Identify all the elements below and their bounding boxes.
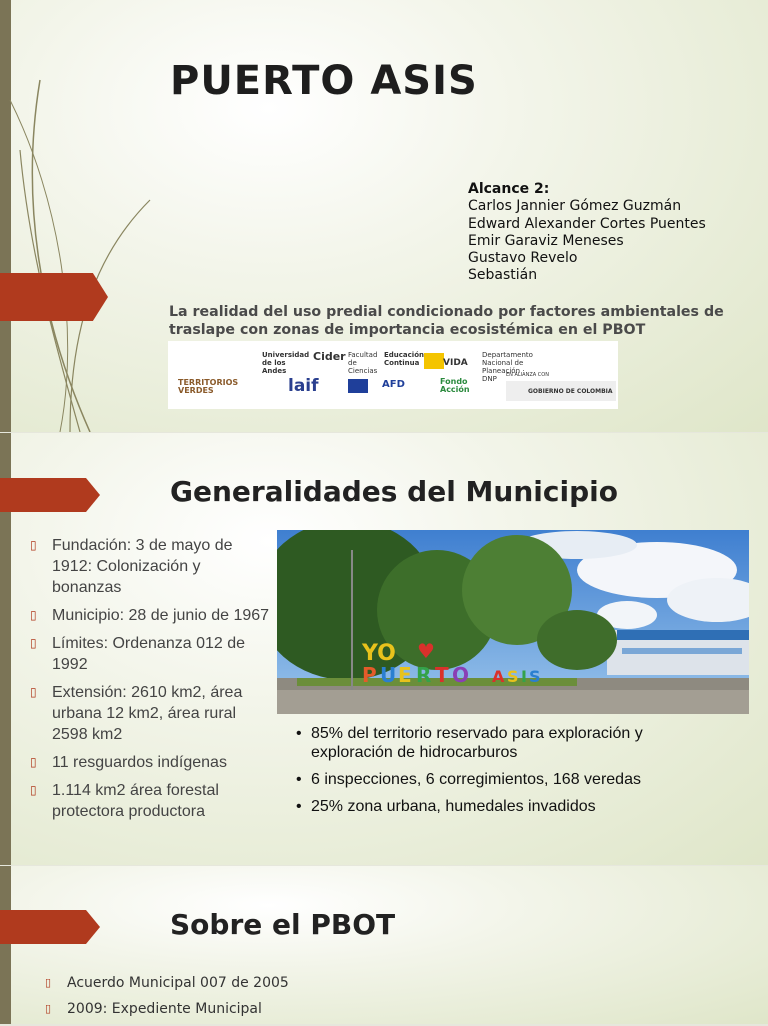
author-name: Edward Alexander Cortes Puentes bbox=[468, 215, 706, 232]
municipio-facts-list bbox=[30, 535, 270, 829]
partner-logos-strip bbox=[168, 341, 618, 409]
afd-logo: AFD bbox=[382, 379, 405, 390]
list-item: • 85% del territorio reservado para exploración y exploración de hidrocarburos bbox=[296, 725, 643, 761]
svg-text:I: I bbox=[521, 667, 527, 686]
alianza-label: EN ALIANZA CON bbox=[506, 372, 549, 378]
bullet-icon: ▯ bbox=[30, 538, 37, 552]
cider-logo: Cider bbox=[313, 350, 346, 363]
svg-text:♥: ♥ bbox=[417, 639, 435, 663]
list-item: • 25% zona urbana, humedales invadidos bbox=[296, 798, 596, 815]
list-item: ▯ 11 resguardos indígenas bbox=[30, 754, 227, 771]
bullet-icon: ▯ bbox=[45, 976, 52, 989]
bullet-icon: ▯ bbox=[30, 608, 37, 622]
vida-logo: VIDA bbox=[443, 358, 468, 368]
bullet-icon: ▯ bbox=[30, 783, 37, 797]
list-item: ▯ Límites: Ordenanza 012 de 1992 bbox=[30, 635, 246, 673]
section-arrow bbox=[0, 478, 100, 512]
alcance-label: Alcance 2: bbox=[468, 181, 550, 197]
list-item: ▯ 2009: Expediente Municipal bbox=[45, 1001, 262, 1017]
list-item: ▯ 1.114 km2 área forestal protectora productora bbox=[30, 782, 219, 820]
list-item: ▯ Acuerdo Municipal 007 de 2005 bbox=[45, 975, 289, 991]
svg-text:R: R bbox=[416, 663, 432, 687]
territorios-logo: TERRITORIOS VERDES bbox=[178, 378, 239, 395]
bullet-icon: ▯ bbox=[30, 685, 37, 699]
bullet-icon: • bbox=[296, 771, 302, 788]
bullet-icon: ▯ bbox=[30, 755, 37, 769]
slide-title: PUERTO ASIS bbox=[170, 58, 478, 104]
dnp-logo: Departamento Nacional de Planeación · DNP bbox=[482, 351, 533, 383]
pbot-list bbox=[45, 974, 289, 1026]
svg-text:U: U bbox=[380, 663, 397, 687]
section-arrow bbox=[0, 273, 108, 321]
section-title: Generalidades del Municipio bbox=[170, 475, 618, 508]
author-name: Carlos Jannier Gómez Guzmán bbox=[468, 198, 682, 215]
left-accent-bar bbox=[0, 866, 11, 1024]
eu-flag-icon bbox=[348, 379, 368, 393]
educacion-logo: Educación Continua bbox=[384, 351, 424, 367]
svg-text:S: S bbox=[529, 667, 541, 686]
bullet-icon: • bbox=[296, 725, 302, 742]
svg-text:P: P bbox=[362, 663, 377, 687]
slide-subtitle: La realidad del uso predial condicionado por factores ambientales de traslape con zonas de importancia ecosistémica en el PBOT bbox=[169, 304, 724, 338]
andes-logo: Universidad de los Andes bbox=[262, 351, 310, 375]
svg-text:E: E bbox=[398, 663, 412, 687]
section-arrow bbox=[0, 910, 100, 944]
svg-text:A: A bbox=[492, 667, 505, 686]
fondo-accion-logo: Fondo Acción bbox=[440, 377, 470, 394]
list-item: ▯ Extensión: 2610 km2, área urbana 12 km2, área rural 2598 km2 bbox=[30, 684, 243, 743]
svg-text:S: S bbox=[507, 667, 519, 686]
svg-text:O: O bbox=[452, 663, 470, 687]
bullet-icon: ▯ bbox=[30, 636, 37, 650]
title-slide bbox=[0, 0, 768, 432]
hydrocarbon-facts-list bbox=[296, 724, 716, 824]
laif-logo: laif bbox=[288, 376, 319, 396]
vida-icon bbox=[424, 353, 444, 369]
gobierno-logo: GOBIERNO DE COLOMBIA bbox=[528, 388, 613, 395]
ciencias-logo: Facultad de Ciencias bbox=[348, 351, 378, 375]
list-item: • 6 inspecciones, 6 corregimientos, 168 veredas bbox=[296, 771, 641, 788]
bullet-icon: ▯ bbox=[45, 1002, 52, 1015]
authors-block bbox=[468, 181, 706, 285]
svg-text:YO: YO bbox=[362, 641, 396, 666]
author-name: Gustavo Revelo bbox=[468, 250, 578, 267]
list-item: ▯ Fundación: 3 de mayo de 1912: Colonización y bonanzas bbox=[30, 537, 233, 596]
list-item: ▯ Municipio: 28 de junio de 1967 bbox=[30, 607, 270, 624]
town-square-photo bbox=[277, 530, 749, 714]
section-title: Sobre el PBOT bbox=[170, 908, 396, 941]
author-name: Sebastián bbox=[468, 267, 538, 284]
bullet-icon: • bbox=[296, 798, 302, 815]
author-name: Emir Garaviz Meneses bbox=[468, 232, 624, 249]
svg-text:T: T bbox=[435, 663, 449, 687]
